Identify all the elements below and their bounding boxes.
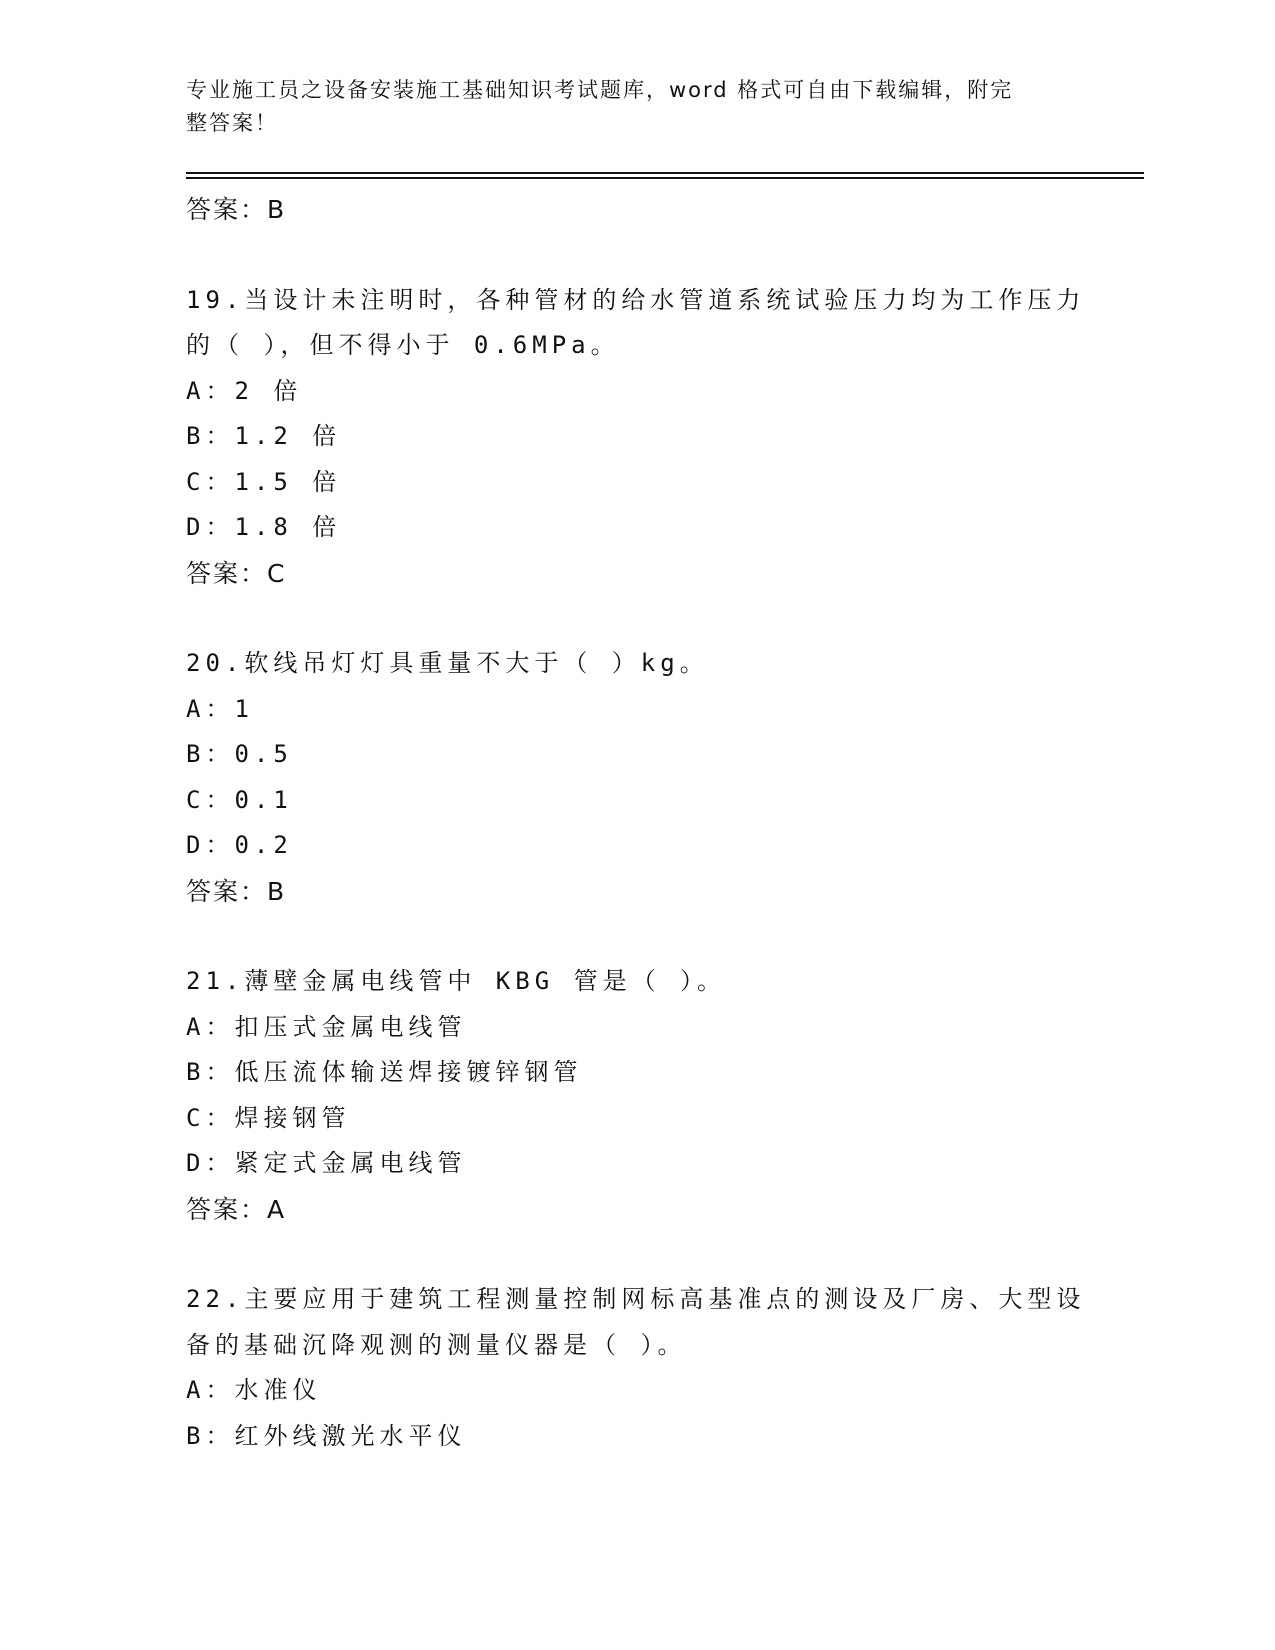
question-number: 21. — [186, 967, 245, 995]
question-22 — [186, 1277, 1144, 1459]
question-19 — [186, 278, 1144, 597]
option-a: A：2 倍 — [186, 376, 303, 405]
spacer — [186, 1232, 1144, 1277]
answer: 答案：A — [186, 1194, 287, 1224]
option-d: D：1.8 倍 — [186, 513, 342, 541]
header-rule-top — [186, 172, 1144, 174]
option-d: D：0.2 — [186, 831, 293, 859]
answer: 答案：B — [186, 876, 287, 906]
header-rule-bottom — [186, 177, 1144, 179]
answer-prev: 答案：B — [186, 195, 287, 224]
question-20 — [186, 641, 1144, 914]
option-c: C：0.1 — [186, 785, 293, 814]
question-text-line: 19.当设计未注明时，各种管材的给水管道系统试验压力均为工作压力 — [186, 285, 1086, 314]
question-number: 20. — [186, 649, 245, 677]
option-c: C：1.5 倍 — [186, 467, 342, 496]
option-d: D：紧定式金属电线管 — [186, 1149, 467, 1177]
question-text-line: 22.主要应用于建筑工程测量控制网标高基准点的测设及厂房、大型设 — [186, 1285, 1086, 1313]
document-header — [186, 74, 1066, 140]
option-a: A：水准仪 — [186, 1376, 322, 1404]
option-b: B：低压流体输送焊接镀锌钢管 — [186, 1058, 583, 1086]
spacer — [186, 914, 1144, 959]
question-21 — [186, 959, 1144, 1232]
spacer — [186, 596, 1144, 641]
question-number: 19. — [186, 285, 245, 314]
question-text-line: 21.薄壁金属电线管中 KBG 管是（ ）。 — [186, 967, 727, 995]
question-number: 22. — [186, 1285, 245, 1313]
option-b: B：0.5 — [186, 740, 293, 768]
question-list — [186, 187, 1144, 1459]
spacer — [186, 233, 1144, 278]
header-line-2: 整答案！ — [186, 111, 278, 135]
answer: 答案：C — [186, 558, 287, 588]
option-b: B：红外线激光水平仪 — [186, 1421, 467, 1450]
question-text-line: 20.软线吊灯灯具重量不大于（ ）kg。 — [186, 649, 709, 677]
option-c: C：焊接钢管 — [186, 1103, 351, 1132]
header-line-1: 专业施工员之设备安装施工基础知识考试题库，word 格式可自由下载编辑，附完 — [186, 78, 1014, 102]
option-a: A：1 — [186, 694, 254, 723]
question-text-line: 备的基础沉降观测的测量仪器是（ ）。 — [186, 1330, 687, 1359]
option-a: A：扣压式金属电线管 — [186, 1012, 467, 1041]
option-b: B：1.2 倍 — [186, 422, 342, 450]
question-text-line: 的（ ），但不得小于 0.6MPa。 — [186, 331, 620, 359]
